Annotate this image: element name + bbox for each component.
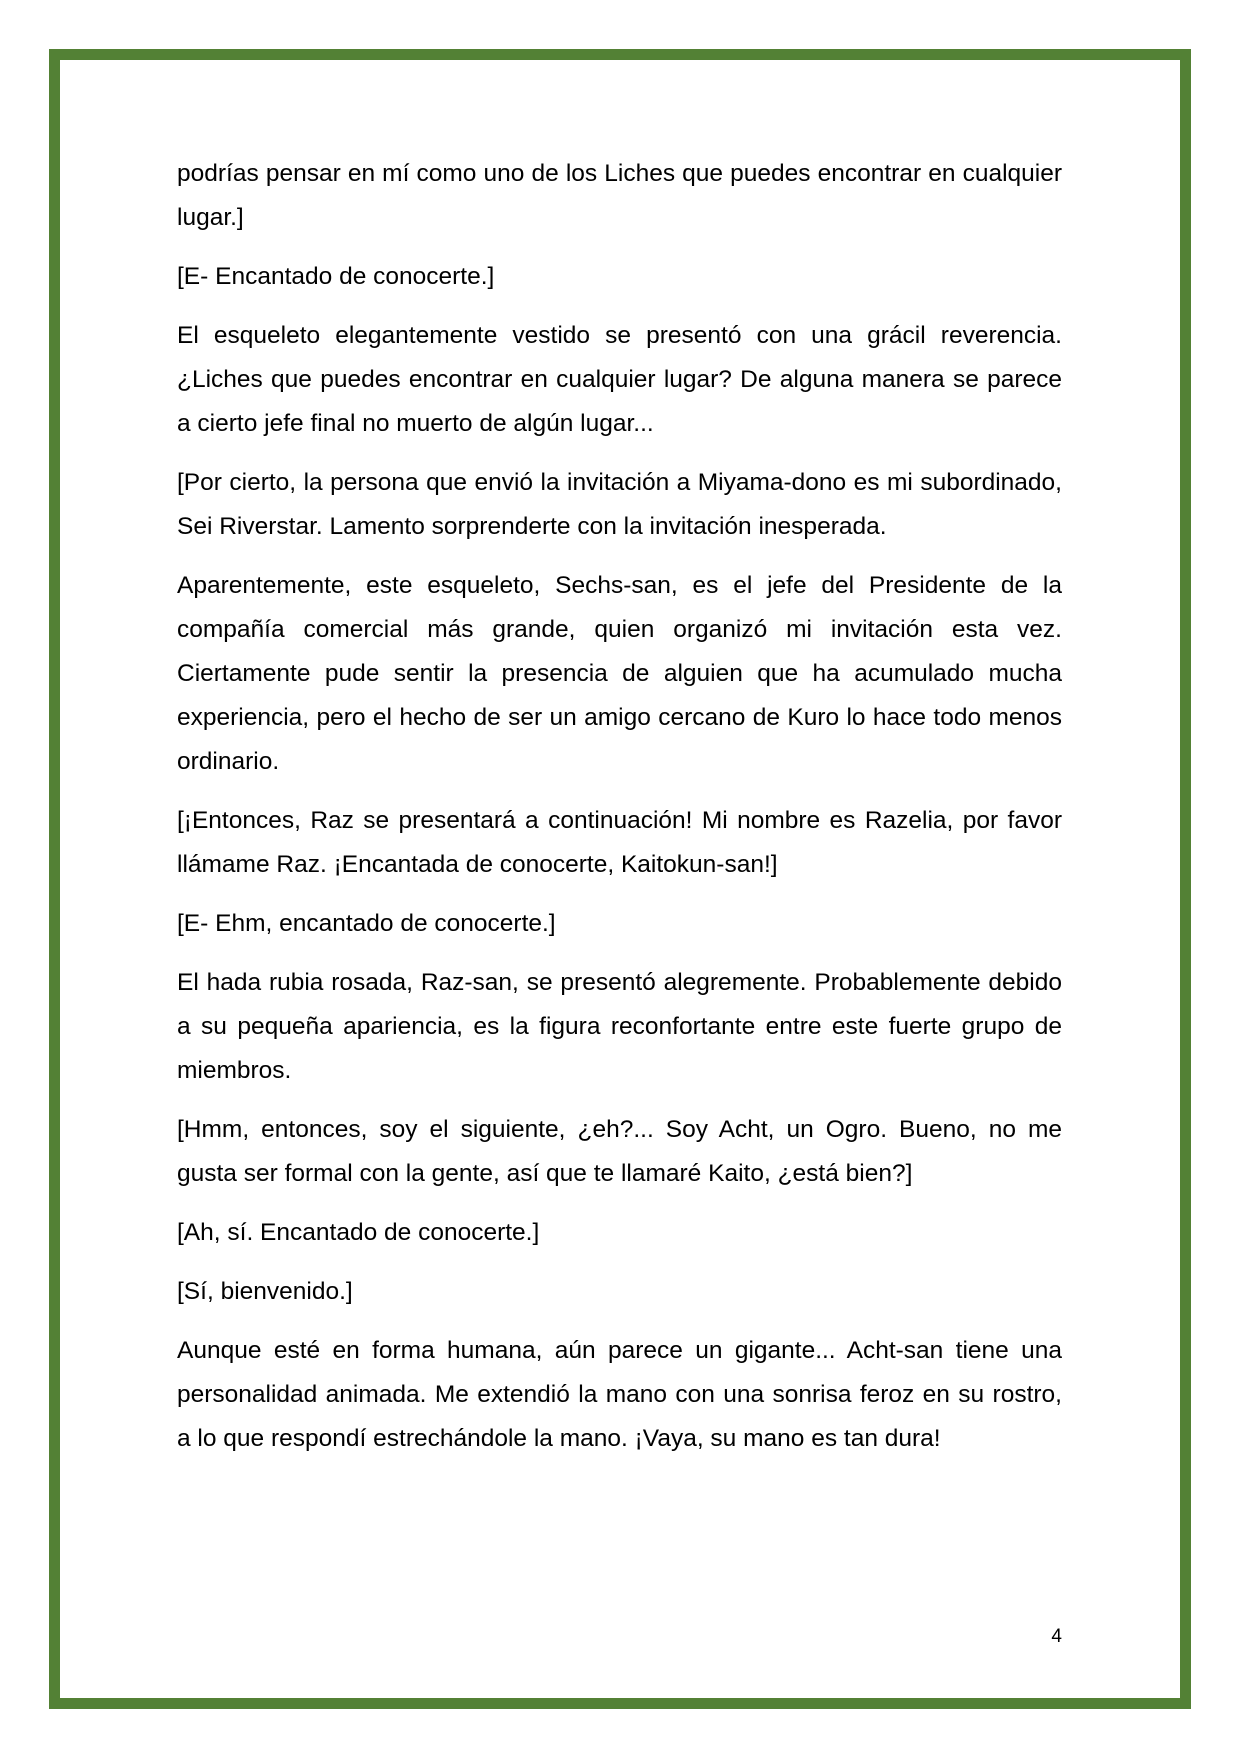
paragraph: Aunque esté en forma humana, aún parece un gigante... Acht-san tiene una personalidad animada. Me extendió la mano con una sonrisa feroz en su rostro, a lo que respondí estrechándole la mano. ¡Vaya, su mano es tan dura! [177,1337,1062,1452]
paragraph: [E- Encantado de conocerte.] [177,263,495,290]
document-body [177,152,1062,1476]
paragraph: [Ah, sí. Encantado de conocerte.] [177,1219,540,1246]
paragraph: [Hmm, entonces, soy el siguiente, ¿eh?... Soy Acht, un Ogro. Bueno, no me gusta ser formal con la gente, así que te llamaré Kaito, ¿está bien?] [177,1116,1062,1187]
paragraph: El hada rubia rosada, Raz-san, se presentó alegremente. Probablemente debido a su pequeña apariencia, es la figura reconfortante entre este fuerte grupo de miembros. [177,969,1062,1084]
paragraph: [Sí, bienvenido.] [177,1278,353,1305]
paragraph: El esqueleto elegantemente vestido se presentó con una grácil reverencia. ¿Liches que puedes encontrar en cualquier lugar? De alguna manera se parece a cierto jefe final no muerto de algún lugar... [177,322,1062,437]
page-number: 4 [1051,1626,1062,1647]
paragraph: [E- Ehm, encantado de conocerte.] [177,910,556,937]
paragraph: [Por cierto, la persona que envió la invitación a Miyama-dono es mi subordinado, Sei Riverstar. Lamento sorprenderte con la invitación inesperada. [177,469,1062,540]
paragraph: Aparentemente, este esqueleto, Sechs-san, es el jefe del Presidente de la compañía comercial más grande, quien organizó mi invitación esta vez. Ciertamente pude sentir la presencia de alguien que ha acumulado mucha experiencia, pero el hecho de ser un amigo cercano de Kuro lo hace todo menos ordinario. [177,572,1062,775]
paragraph: [¡Entonces, Raz se presentará a continuación! Mi nombre es Razelia, por favor llámame Raz. ¡Encantada de conocerte, Kaitokun-san!] [177,807,1062,878]
paragraph: podrías pensar en mí como uno de los Liches que puedes encontrar en cualquier lugar.] [177,160,1062,231]
